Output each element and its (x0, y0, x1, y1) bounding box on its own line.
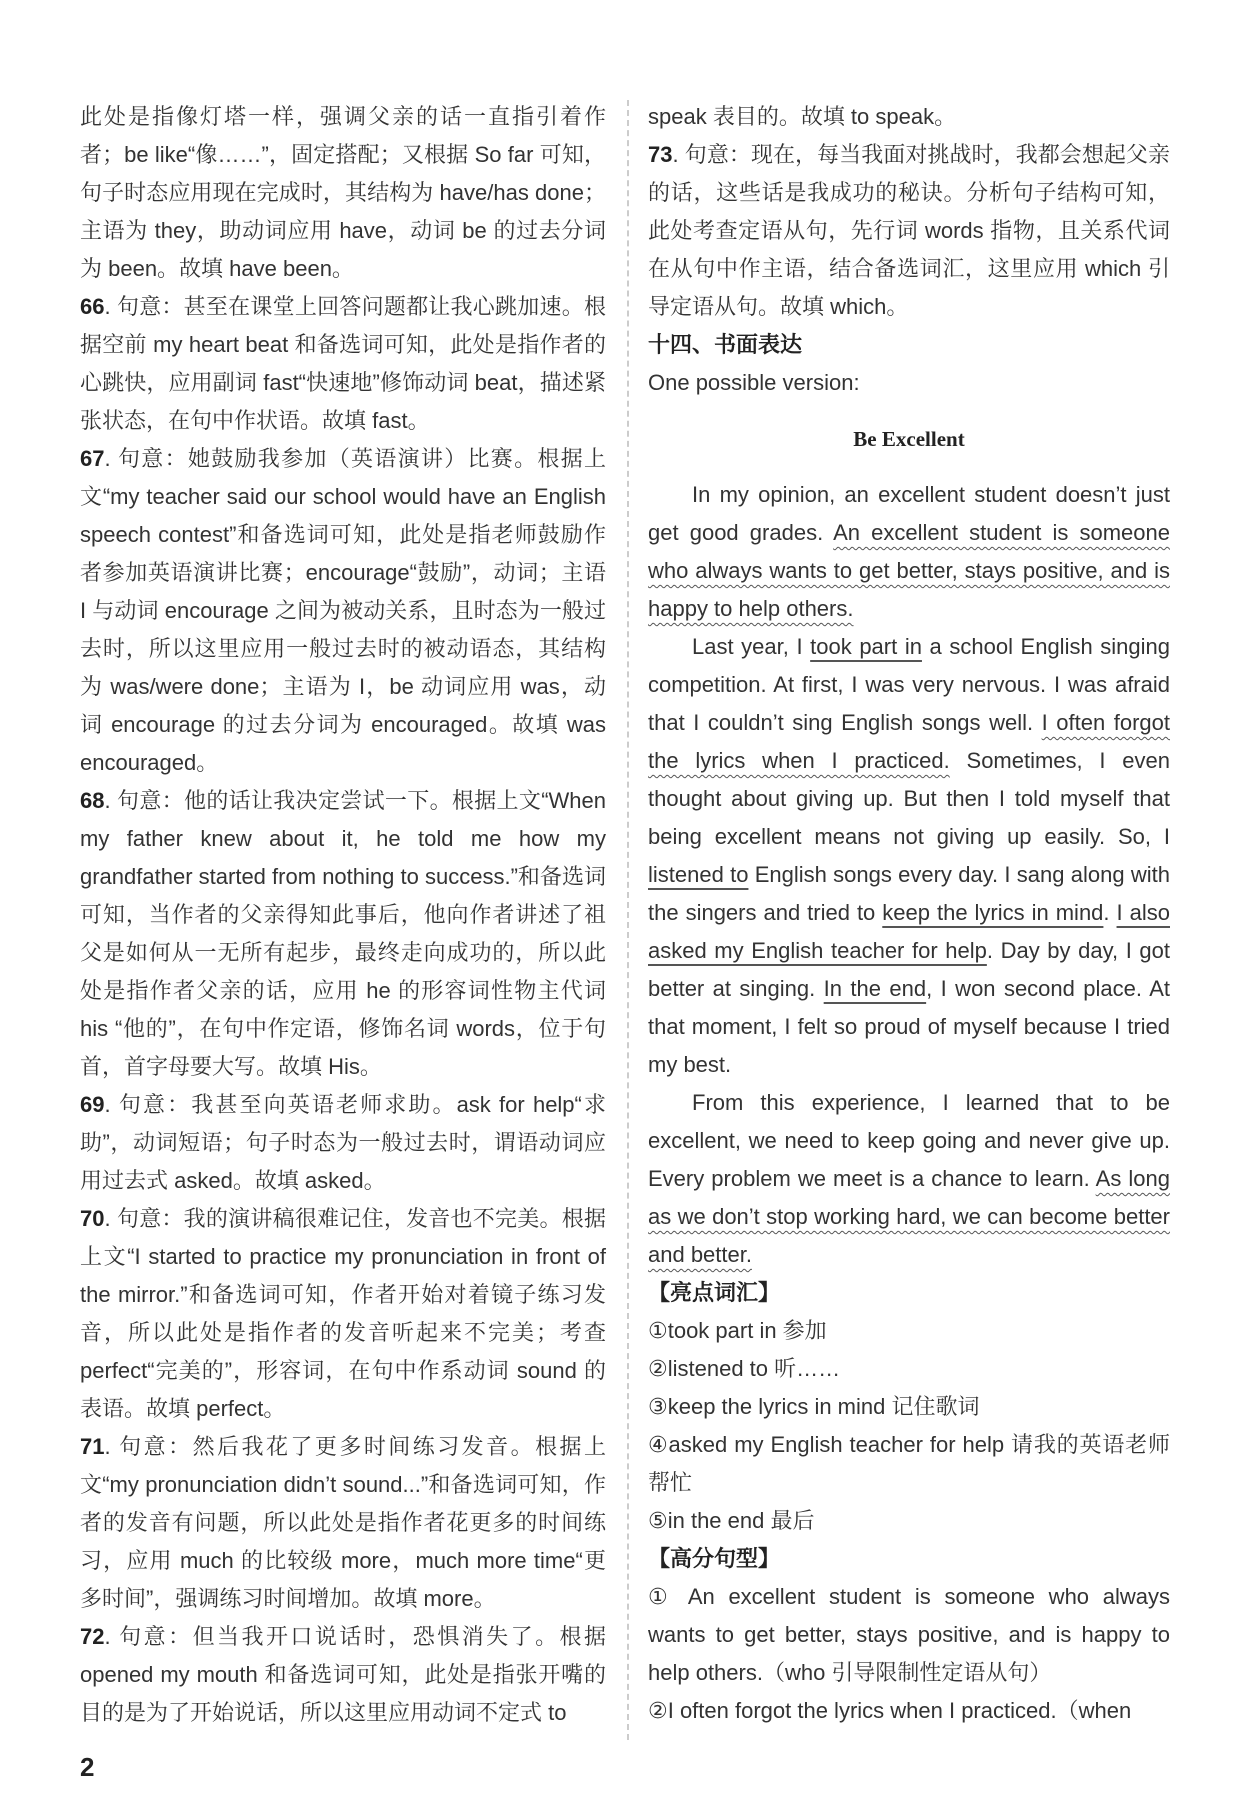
answer-number: 67 (80, 446, 105, 471)
essay (648, 476, 1170, 1274)
answer-number: 73 (648, 142, 673, 167)
essay-text: English songs every day. I sang along with the singers and tried to (648, 862, 1170, 925)
essay-text: , I won second place. At that moment, I felt so proud of myself because I tried my best. (648, 976, 1170, 1077)
answer-text: . 句意：甚至在课堂上回答问题都让我心跳加速。根据空前 my heart beat 和备选词可知，此处是指作者的心跳快，应用副词 fast“快速地”修饰动词 beat，描述紧张状态，在句中作状语。故填 fast。 (80, 294, 606, 433)
answer-65-continued: 此处是指像灯塔一样，强调父亲的话一直指引着作者；be like“像……”，固定搭配；又根据 So far 可知，句子时态应用现在完成时，其结构为 have/has done；主语为 they，助动词应用 have，动词 be 的过去分词为 been。故填 have been。 (80, 104, 606, 281)
vocab-heading: 【亮点词汇】 (648, 1280, 781, 1305)
highlight-phrase: I also asked my English teacher for help (648, 900, 1170, 963)
answer-69 (80, 1086, 606, 1200)
highlight-phrase: took part in (810, 634, 922, 659)
highlight-phrase: In the end (823, 976, 927, 1001)
highlight-phrase: keep the lyrics in mind (882, 900, 1104, 925)
answer-73 (648, 136, 1170, 326)
right-column (648, 98, 1170, 1730)
section-heading: 十四、书面表达 (648, 332, 803, 357)
answer-66 (80, 288, 606, 440)
answer-text: . 句意：但当我开口说话时，恐惧消失了。根据 opened my mouth 和备选词可知，此处是指张开嘴的目的是为了开始说话，所以这里应用动词不定式 to (80, 1624, 606, 1725)
answer-72-continued: speak 表目的。故填 to speak。 (648, 104, 957, 129)
answer-number: 69 (80, 1092, 105, 1117)
answer-number: 71 (80, 1434, 105, 1459)
essay-text: a school English singing competition. At first, I was very nervous. I was afraid that I couldn’t sing English songs well. (648, 634, 1170, 735)
answer-number: 70 (80, 1206, 105, 1231)
answer-71 (80, 1428, 606, 1618)
essay-paragraph (648, 628, 1170, 1084)
essay-text: From this experience, I learned that to be excellent, we need to keep going and never give up. Every problem we meet is a chance to learn. (648, 1090, 1170, 1191)
answer-68 (80, 782, 606, 1086)
sentence-item: ① An excellent student is someone who always wants to get better, stays positive, and is happy to help others.（who 引导限制性定语从句） (648, 1584, 1170, 1685)
vocab-item: ①took part in 参加 (648, 1318, 827, 1343)
vocab-item: ③keep the lyrics in mind 记住歌词 (648, 1394, 980, 1419)
essay-paragraph (648, 476, 1170, 628)
answer-67 (80, 440, 606, 782)
answer-text: . 句意：我的演讲稿很难记住，发音也不完美。根据上文“I started to practice my pronunciation in front of the mirror.”和备选词可知，作者开始对着镜子练习发音，所以此处是指作者的发音听起来不完美；考查 perfect“完美的”，形容词，在句中作系动词 sound 的表语。故填 perfect。 (80, 1206, 606, 1421)
answer-text: . 句意：现在，每当我面对挑战时，我都会想起父亲的话，这些话是我成功的秘诀。分析句子结构可知，此处考查定语从句，先行词 words 指物，且关系代词在从句中作主语，结合备选词汇，这里应用 which 引导定语从句。故填 which。 (648, 142, 1170, 319)
highlight-phrase: listened to (648, 862, 749, 887)
page-number: 2 (80, 1752, 95, 1782)
vocab-item: ②listened to 听…… (648, 1356, 841, 1381)
answer-number: 68 (80, 788, 105, 813)
essay-title: Be Excellent (853, 427, 965, 451)
answer-number: 66 (80, 294, 105, 319)
answer-text: . 句意：他的话让我决定尝试一下。根据上文“When my father knew about it, he told me how my grandfather started from nothing to success.”和备选词可知，当作者的父亲得知此事后，他向作者讲述了祖父是如何从一无所有起步，最终走向成功的，所以此处是指作者父亲的话，应用 he 的形容词性物主代词 his “他的”，在句中作定语，修饰名词 words，位于句首，首字母要大写。故填 His。 (80, 788, 606, 1079)
sentence-heading: 【高分句型】 (648, 1546, 781, 1571)
vocab-item: ④asked my English teacher for help 请我的英语老师帮忙 (648, 1432, 1170, 1495)
highlight-sentence: An excellent student is someone who always wants to get better, stays positive, and is happy to help others. (648, 520, 1170, 621)
essay-text: . (1103, 900, 1117, 925)
highlight-sentence: I often forgot the lyrics when I practiced. (648, 710, 1170, 773)
column-divider (627, 100, 629, 1740)
essay-text: Last year, I (692, 634, 811, 659)
essay-paragraph (648, 1084, 1170, 1274)
essay-text: In my opinion, an excellent student doesn’t just get good grades. (648, 482, 1170, 545)
answer-text: . 句意：然后我花了更多时间练习发音。根据上文“my pronunciation didn’t sound...”和备选词可知，作者的发音有问题，所以此处是指作者花更多的时间练习，应用 much 的比较级 more，much more time“更多时间”，强调练习时间增加。故填 more。 (80, 1434, 606, 1611)
answer-72 (80, 1618, 606, 1732)
vocab-item: ⑤in the end 最后 (648, 1508, 815, 1533)
left-column (80, 98, 606, 1732)
answer-70 (80, 1200, 606, 1428)
highlight-sentence: As long as we don’t stop working hard, we can become better and better. (648, 1166, 1170, 1267)
answer-text: . 句意：我甚至向英语老师求助。ask for help“求助”，动词短语；句子时态为一般过去时，谓语动词应用过去式 asked。故填 asked。 (80, 1092, 606, 1193)
essay-text: Sometimes, I even thought about giving up. But then I told myself that being excellent means not giving up easily. So, I (648, 748, 1170, 849)
sentence-item: ②I often forgot the lyrics when I practiced.（when (648, 1698, 1132, 1723)
essay-text: . Day by day, I got better at singing. (648, 938, 1170, 1001)
answer-text: . 句意：她鼓励我参加（英语演讲）比赛。根据上文“my teacher said our school would have an English speech contest”和备选词可知，此处是指老师鼓励作者参加英语演讲比赛；encourage“鼓励”，动词；主语 I 与动词 encourage 之间为被动关系，且时态为一般过去时，所以这里应用一般过去时的被动语态，其结构为 was/were done；主语为 I，be 动词应用 was，动词 encourage 的过去分词为 encouraged。故填 was encouraged。 (80, 446, 606, 775)
answer-number: 72 (80, 1624, 105, 1649)
version-label: One possible version: (648, 370, 860, 395)
